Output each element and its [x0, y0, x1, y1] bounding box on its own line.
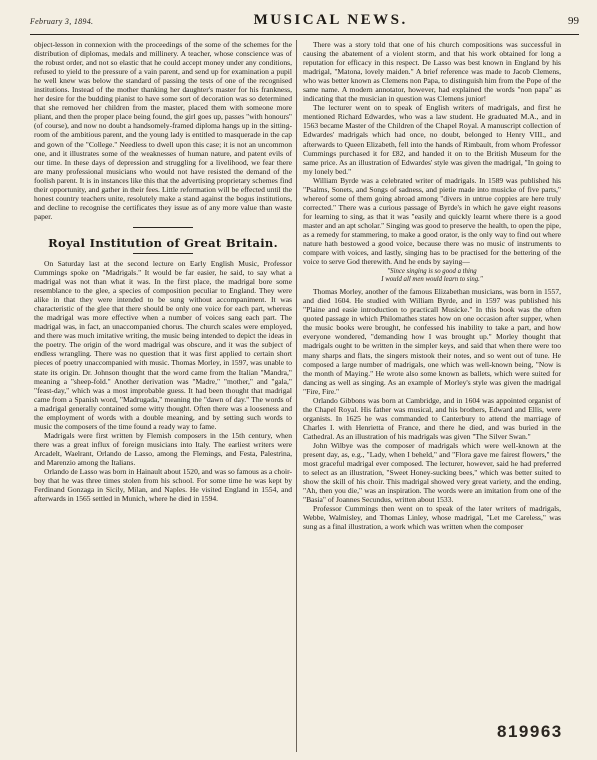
section-title-rule	[133, 253, 193, 254]
masthead-title: MUSICAL NEWS.	[253, 12, 408, 28]
article-paragraph: On Saturday last at the second lecture on Early English Music, Professor Cummings spoke on "Madrigals." It would be far easier, he said, to say what a madrigal was not than what it was. In the first place, the madrigal bore some resemblance to the glee, a species of composition peculiar to England. They were alike in that they were intended to be sung without accompaniment. It was characteristic of the glee that there should be only one voice for each part, whereas the madrigal was more effective when a number of voices sang each part. The madrigal was, in fact, an unaccompanied chorus. The church scales were employed, and there was much imitative writing, the music being intended to depict the ideas in the poetry. The origin of the word madrigal was obscure, and it was the subject of endless wrangling. There was no question that it was first applied to certain short pieces of poetry unaccompanied with music. Thomas Morley, in 1597, was unable to state its origin. Dr. Johnson thought that the word came from the Italian "Mandra," meaning a "sheep-fold." Another derivation was "Madre," "mother," and "gala," "feast-day," which was a most improbable guess. It had been thought that madrigal came from a Spanish word, "Madrugada," meaning the "dawn of day." The words of a madrigal generally contained some witty thought. Often there was a looseness and the employment of words with a double meaning, and by setting such words to music the composers of the time found a ready way to fame.	[34, 258, 292, 431]
section-title: Royal Institution of Great Britain.	[48, 235, 278, 250]
article-paragraph: There was a story told that one of his church compositions was successful in causing the abatement of a violent storm, and that his work obtained for long a reputation for efficacy in this respect. De Lasso was best known in England by his madrigal, "Matona, lovely maiden." A brief reference was made to Jacob Clemens, who was better known as Clemens non Papa, to distinguish him from the Pope of the same name. A modern annotator, however, had explained the words "non papa" as indicating that the musician in question was Clemens junior!	[303, 40, 561, 104]
article-paragraph: William Byrde was a celebrated writer of madrigals. In 1589 was published his "Psalms, Sonets, and Songs of sadness, and pietie made into musicke of five parts," whereof some of them going abroad among "divers in untrue coppies are here truly corrected." There was a curious passage of Byrde's in which he gave eight reasons for learning to sing, as that it was "easily and quickly learnt where there is a good master and an apt scholar." Singing was good to preserve the health, to open the pipe, as a remedy for stammering, to make a good orator, is the only way to find out where nature hath bestowed a good voice, because there was no music of instruments to compare with voices, and lastly, singing has to be practised for the bettering of the voice to serve God therewith. And he ends by saying—	[303, 175, 561, 267]
article-paragraph: The lecturer went on to speak of English writers of madrigals, and first he mentioned Richard Edwardes, who was a law student. He graduated M.A., and in 1563 became Master of the Children of the Chapel Royal. A manuscript collection of Edwardes' madrigals which had once, no doubt, belonged to Henry VIII., and afterwards to Queen Elizabeth, fell into the hands of Rimbault, from whom Professor Cummings purchased it for £82, and handed it on to the British Museum for the same price. As an illustration of Edwardes' style was given the madrigal, "In going to my lonely bed."	[303, 103, 561, 176]
article-paragraph: Madrigals were first written by Flemish composers in the 15th century, when there was a great influx of foreign musicians into Italy. The earliest writers were Arcadelt, Waelrant, Orlando de Lasso, among the Flemings, and Festa, Palestrina, and Marenzio among the Italians.	[34, 430, 292, 467]
article-paragraph: Orlando de Lasso was born in Hainault about 1520, and was so famous as a choir-boy that he was three times stolen from his school. For some time he was kept by Ferdinand Gonzaga in Sicily, Milan, and Naples. He visited England in 1554, and afterwards in 1565 settled in Munich, where he died in 1594.	[34, 467, 292, 504]
verse-line: "Since singing is so good a thing	[387, 268, 477, 276]
archive-stamp-number: 819963	[497, 722, 563, 741]
verse-line: I would all men would learn to sing."	[381, 276, 483, 284]
issue-date: February 3, 1894.	[30, 17, 94, 26]
article-paragraph: Thomas Morley, another of the famous Elizabethan musicians, was born in 1557, and died 1604. He studied with William Byrde, and in 1597 was published his "Plaine and easie introduction to practicall Musicke." In this book was the often quoted passage in which Philomathes states how on one occasion after supper, when the music books were brought, he confessed his inability to take a part, and how everyone wondered, "demanding how I was brought up." Morley thought that madrigals ought to be written in the simpler keys, and said that when there were too many sharps and flats, the singers mistook their notes, and so went out of tune. He composed a large number of madrigals, one which was well-known being, "Now is the month of Maying." He wrote also some known as ballets, which were suited for dancing as well as singing. As an example of Morley's style was given the madrigal "Fire, Fire."	[303, 287, 561, 396]
header-rule	[30, 34, 579, 35]
column-divider	[296, 40, 297, 752]
article-paragraph: object-lesson in connexion with the proceedings of the some of the schemes for the distribution of diplomas, medals and millinery. A teacher, whose conscience was of the robust order, and not so elastic that he could accept money under any conditions, refused to yield to the pressure of a vain parent, and send up for examination a pupil he well knew was below the standard of passing the tests of one of the recognised institutions. Instead of the mother thanking her daughter's master for his frankness, her desire for the budding pianist to have some sort of decoration was so determined that she removed her children from the master, placed them with someone more pliant, and then the proper place being found, the girl goes up, passes "with honours" (of course), and now no doubt a handsomely-framed diploma hangs up in the sitting-room of the ambitious parent, and the young lady is entitled to masquerade in the cap and gown of the "College." Needless to dwell upon this case; it is not an uncommon one, and it illustrates some of the weaknesses of human nature, and patent evils of our time. In these days of depression and struggling for a livelihood, we fear there are many professional musicians who would not have resisted the demand of the foolish parent. It is in instances like this that the advertising proprietary schemes find their opportunity, and gather in their fees. Little reformation will be effected until the honest country teachers unite, resolutely make a stand against the bogus institutions, and decline to recognise the certificates they issue as of any more value than waste paper.	[34, 40, 292, 221]
left-column	[34, 40, 292, 752]
right-column	[303, 40, 561, 752]
page-number: 99	[568, 15, 579, 27]
article-paragraph: Orlando Gibbons was born at Cambridge, and in 1604 was appointed organist of the Chapel Royal. His father was musical, and his brothers, Edward and Ellis, were organists. In 1625 he was commanded to Canterbury to attend the marriage of Charles I. with Henrietta of France, and there he died, and was buried in the Cathedral. As an illustration of his madrigals was given "The Silver Swan."	[303, 395, 561, 441]
article-paragraph: Professor Cummings then went on to speak of the later writers of madrigals, Webbe, Walmisley, and Thomas Linley, whose madrigal, "Let me Careless," was sung as a final illustration, a work which was written when the composer	[303, 504, 561, 532]
quoted-verse	[303, 268, 561, 284]
article-end-rule	[133, 227, 193, 228]
page-header	[30, 12, 579, 32]
article-paragraph: John Wilbye was the composer of madrigals which were well-known at the present day, as, e.g., "Lady, when I beheld," and "Flora gave me fairest flowers," the most graceful madrigal ever composed. The lecturer, however, said he had preferred to select as an illustration, "Sweet Honey-sucking bees," which was better suited to show the skill of his choir. This madrigal showed very great variety, and the ending, "Ah, then you die," was an inspiration. The words were an imitation from one of the "Basia" of Joannes Secundus, written about 1533.	[303, 440, 561, 505]
